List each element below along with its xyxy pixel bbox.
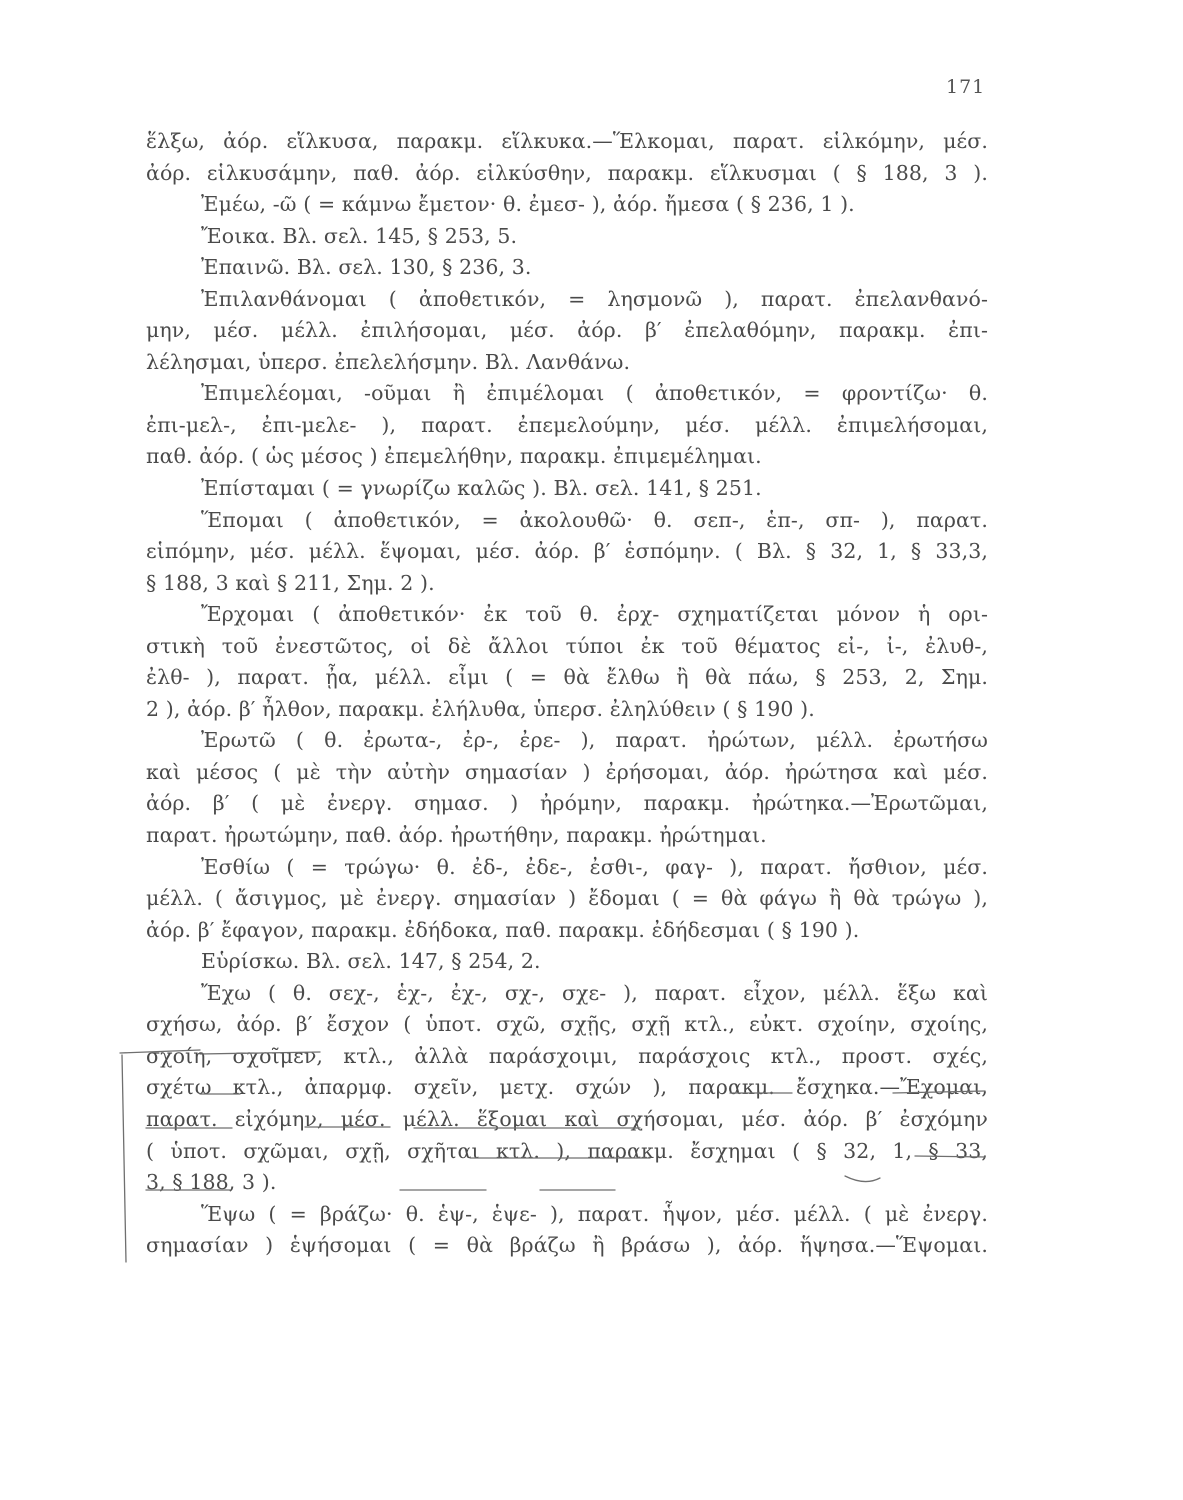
text-line: παθ. ἀόρ. ( ὡς μέσος ) ἐπεμελήθην, παρακμ. ἐπιμεμέλημαι. [146,444,762,469]
text-line: μην, μέσ. μέλλ. ἐπιλήσομαι, μέσ. ἀόρ. β′ ἐπελαθόμην, παρακμ. ἐπι- [146,318,988,343]
page-number: 171 [946,76,986,98]
text-line: Ἐπαινῶ. Βλ. σελ. 130, § 236, 3. [201,255,532,280]
text-line: Ἐμέω, -ῶ ( = κάμνω ἔμετον· θ. ἐμεσ- ), ἀόρ. ἤμεσα ( § 236, 1 ). [201,192,855,217]
text-line: Ἔχω ( θ. σεχ-, ἑχ-, ἐχ-, σχ-, σχε- ), παρατ. εἶχον, μέλλ. ἕξω καὶ [201,980,988,1005]
dictionary-text-block [146,126,988,1262]
text-line: μέλλ. ( ἄσιγμος, μὲ ἐνεργ. σημασίαν ) ἔδομαι ( = θὰ φάγω ἢ θὰ τρώγω ), [146,886,988,911]
text-line: σχήσω, ἀόρ. β′ ἔσχον ( ὑποτ. σχῶ, σχῇς, σχῇ κτλ., εὐκτ. σχοίην, σχοίης, [146,1012,988,1037]
text-line: Εὑρίσκω. Βλ. σελ. 147, § 254, 2. [201,949,541,974]
text-line: σημασίαν ) ἑψήσομαι ( = θὰ βράζω ἢ βράσω ), ἀόρ. ἥψησα.—Ἕψομαι. [146,1233,988,1258]
text-line: Ἐρωτῶ ( θ. ἐρωτα-, ἐρ-, ἐρε- ), παρατ. ἠρώτων, μέλλ. ἐρωτήσω [201,728,988,753]
text-line: Ἐπίσταμαι ( = γνωρίζω καλῶς ). Βλ. σελ. 141, § 251. [201,476,762,501]
text-line: ( ὑποτ. σχῶμαι, σχῇ, σχῆται κτλ. ), παρακμ. ἔσχημαι ( § 32, 1, § 33, [146,1138,988,1163]
text-line: 3, § 188, 3 ). [146,1170,277,1195]
text-line: σχοίη, σχοῖμεν, κτλ., ἀλλὰ παράσχοιμι, παράσχοις κτλ., προστ. σχές, [146,1043,988,1068]
text-line: Ἐπιμελέομαι, -οῦμαι ἢ ἐπιμέλομαι ( ἀποθετικόν, = φροντίζω· θ. [201,381,988,406]
text-line: § 188, 3 καὶ § 211, Σημ. 2 ). [146,570,435,595]
text-line: Ἕπομαι ( ἀποθετικόν, = ἀκολουθῶ· θ. σεπ-, ἑπ-, σπ- ), παρατ. [201,507,988,532]
text-line: ἕλξω, ἀόρ. εἵλκυσα, παρακμ. εἵλκυκα.—Ἕλκομαι, παρατ. εἱλκόμην, μέσ. [146,129,988,153]
text-line: ἐπι-μελ-, ἐπι-μελε- ), παρατ. ἐπεμελούμην, μέσ. μέλλ. ἐπιμελήσομαι, [146,412,988,437]
text-line: Ἔοικα. Βλ. σελ. 145, § 253, 5. [201,223,518,248]
text-line: στικὴ τοῦ ἐνεστῶτος, οἱ δὲ ἄλλοι τύποι ἐκ τοῦ θέματος εἰ-, ἰ-, ἐλυθ-, [146,633,988,658]
text-line: ἀόρ. εἱλκυσάμην, παθ. ἀόρ. εἱλκύσθην, παρακμ. εἵλκυσμαι ( § 188, 3 ). [146,160,988,185]
text-line: ἀόρ. β′ ἔφαγον, παρακμ. ἐδήδοκα, παθ. παρακμ. ἐδήδεσμαι ( § 190 ). [146,917,860,942]
text-line: Ἐπιλανθάνομαι ( ἀποθετικόν, = λησμονῶ ), παρατ. ἐπελανθανό- [201,286,988,311]
text-line: σχέτω κτλ., ἀπαρμφ. σχεῖν, μετχ. σχών ), παρακμ. ἔσχηκα.—Ἔχομαι, [146,1075,988,1100]
text-line: καὶ μέσος ( μὲ τὴν αὐτὴν σημασίαν ) ἐρήσομαι, ἀόρ. ἠρώτησα καὶ μέσ. [146,759,988,784]
text-line: λέλησμαι, ὑπερσ. ἐπελελήσμην. Βλ. Λανθάνω. [146,349,631,374]
text-line: εἱπόμην, μέσ. μέλλ. ἕψομαι, μέσ. ἀόρ. β′ ἑσπόμην. ( Βλ. § 32, 1, § 33,3, [146,539,988,564]
text-line: ἐλθ- ), παρατ. ᾖα, μέλλ. εἶμι ( = θὰ ἔλθω ἢ θὰ πάω, § 253, 2, Σημ. [146,665,988,690]
text-line: ἀόρ. β′ ( μὲ ἐνεργ. σημασ. ) ἠρόμην, παρακμ. ἠρώτηκα.—Ἐρωτῶμαι, [146,791,988,816]
text-line: 2 ), ἀόρ. β′ ἦλθον, παρακμ. ἐλήλυθα, ὑπερσ. ἐληλύθειν ( § 190 ). [146,696,815,721]
text-line: Ἐσθίω ( = τρώγω· θ. ἐδ-, ἐδε-, ἐσθι-, φαγ- ), παρατ. ἤσθιον, μέσ. [201,854,988,879]
text-line: παρατ. ἠρωτώμην, παθ. ἀόρ. ἠρωτήθην, παρακμ. ἠρώτημαι. [146,823,767,848]
text-line: Ἕψω ( = βράζω· θ. ἑψ-, ἑψε- ), παρατ. ἧψον, μέσ. μέλλ. ( μὲ ἐνεργ. [201,1201,988,1226]
text-line: παρατ. εἰχόμην, μέσ. μέλλ. ἕξομαι καὶ σχήσομαι, μέσ. ἀόρ. β′ ἐσχόμην [146,1106,988,1131]
text-line: Ἔρχομαι ( ἀποθετικόν· ἐκ τοῦ θ. ἐρχ- σχηματίζεται μόνον ἡ ορι- [201,602,988,627]
